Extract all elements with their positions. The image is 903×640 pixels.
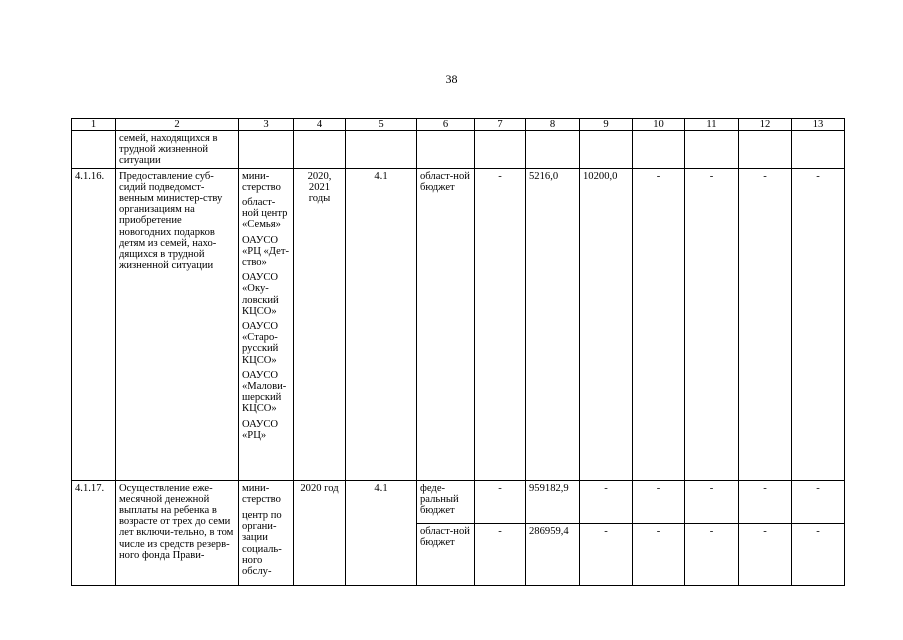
value-cell: - [739, 480, 792, 523]
value-cell: - [685, 168, 739, 480]
column-header: 9 [580, 119, 633, 131]
funding-source: област-ной бюджет [417, 168, 475, 480]
page-number: 38 [445, 72, 458, 86]
target-index: 4.1 [346, 168, 417, 480]
column-header: 6 [417, 119, 475, 131]
executor: мини-стерство [242, 482, 281, 505]
executors-cell [239, 480, 294, 585]
value-cell: - [792, 523, 845, 585]
years: 2020, 2021 годы [294, 168, 346, 480]
value-cell: - [475, 480, 526, 523]
value-cell: - [580, 523, 633, 585]
column-header: 5 [346, 119, 417, 131]
executor: ОАУСО «РЦ «Дет-ство» [242, 234, 289, 269]
column-header: 2 [116, 119, 239, 131]
column-header: 8 [526, 119, 580, 131]
executor: ОАУСО «РЦ» [242, 418, 279, 441]
value-cell: - [475, 168, 526, 480]
executor: област-ной центр «Семья» [242, 197, 288, 231]
column-numbers-row [72, 119, 845, 131]
value-cell: - [739, 168, 792, 480]
value-cell: - [685, 523, 739, 585]
column-header: 1 [72, 119, 116, 131]
measure-name: Предоставление суб-сидий подведомст-венным министер-ству организациям на приобретение новогодних подарков детям из семей, нахо-дящихся в трудной жизненной ситуации [116, 168, 239, 480]
value-cell: 959182,9 [526, 480, 580, 523]
measure-name: Осуществление еже-месячной денежной выплаты на ребенка в возрасте от трех до семи лет включи-тельно, в том числе из средств резерв-ного фонда Прави- [116, 480, 239, 585]
table-row-4-1-16 [72, 168, 845, 480]
value-cell: - [633, 480, 685, 523]
row-number: 4.1.16. [72, 168, 116, 480]
column-header: 7 [475, 119, 526, 131]
executors-cell [239, 168, 294, 480]
row-number: 4.1.17. [72, 480, 116, 585]
executor: ОАУСО «Малови-шерский КЦСО» [242, 369, 287, 415]
executor: ОАУСО «Старо-русский КЦСО» [242, 321, 279, 366]
executor: ОАУСО «Оку-ловский КЦСО» [242, 272, 279, 317]
value-cell: 286959,4 [526, 523, 580, 585]
executor: мини-стерство [242, 170, 281, 193]
value-cell: 10200,0 [580, 168, 633, 480]
target-index: 4.1 [346, 480, 417, 585]
value-cell: 5216,0 [526, 168, 580, 480]
column-header: 10 [633, 119, 685, 131]
value-cell: - [739, 523, 792, 585]
funding-source: област-ной бюджет [417, 523, 475, 585]
column-header: 11 [685, 119, 739, 131]
value-cell: - [475, 523, 526, 585]
value-cell: - [685, 480, 739, 523]
column-header: 13 [792, 119, 845, 131]
table-row-continued [72, 131, 845, 169]
executor: центр по органи-зации социаль-ного обслу- [242, 510, 282, 578]
column-header: 12 [739, 119, 792, 131]
value-cell: - [792, 168, 845, 480]
table-row-4-1-17-federal [72, 480, 845, 523]
value-cell: - [633, 168, 685, 480]
value-cell: - [633, 523, 685, 585]
value-cell: - [580, 480, 633, 523]
years: 2020 год [294, 480, 346, 585]
program-table [71, 118, 845, 586]
funding-source: феде-ральный бюджет [417, 480, 475, 523]
value-cell: - [792, 480, 845, 523]
measure-name: семей, находящихся в трудной жизненной ситуации [116, 131, 239, 169]
column-header: 4 [294, 119, 346, 131]
column-header: 3 [239, 119, 294, 131]
